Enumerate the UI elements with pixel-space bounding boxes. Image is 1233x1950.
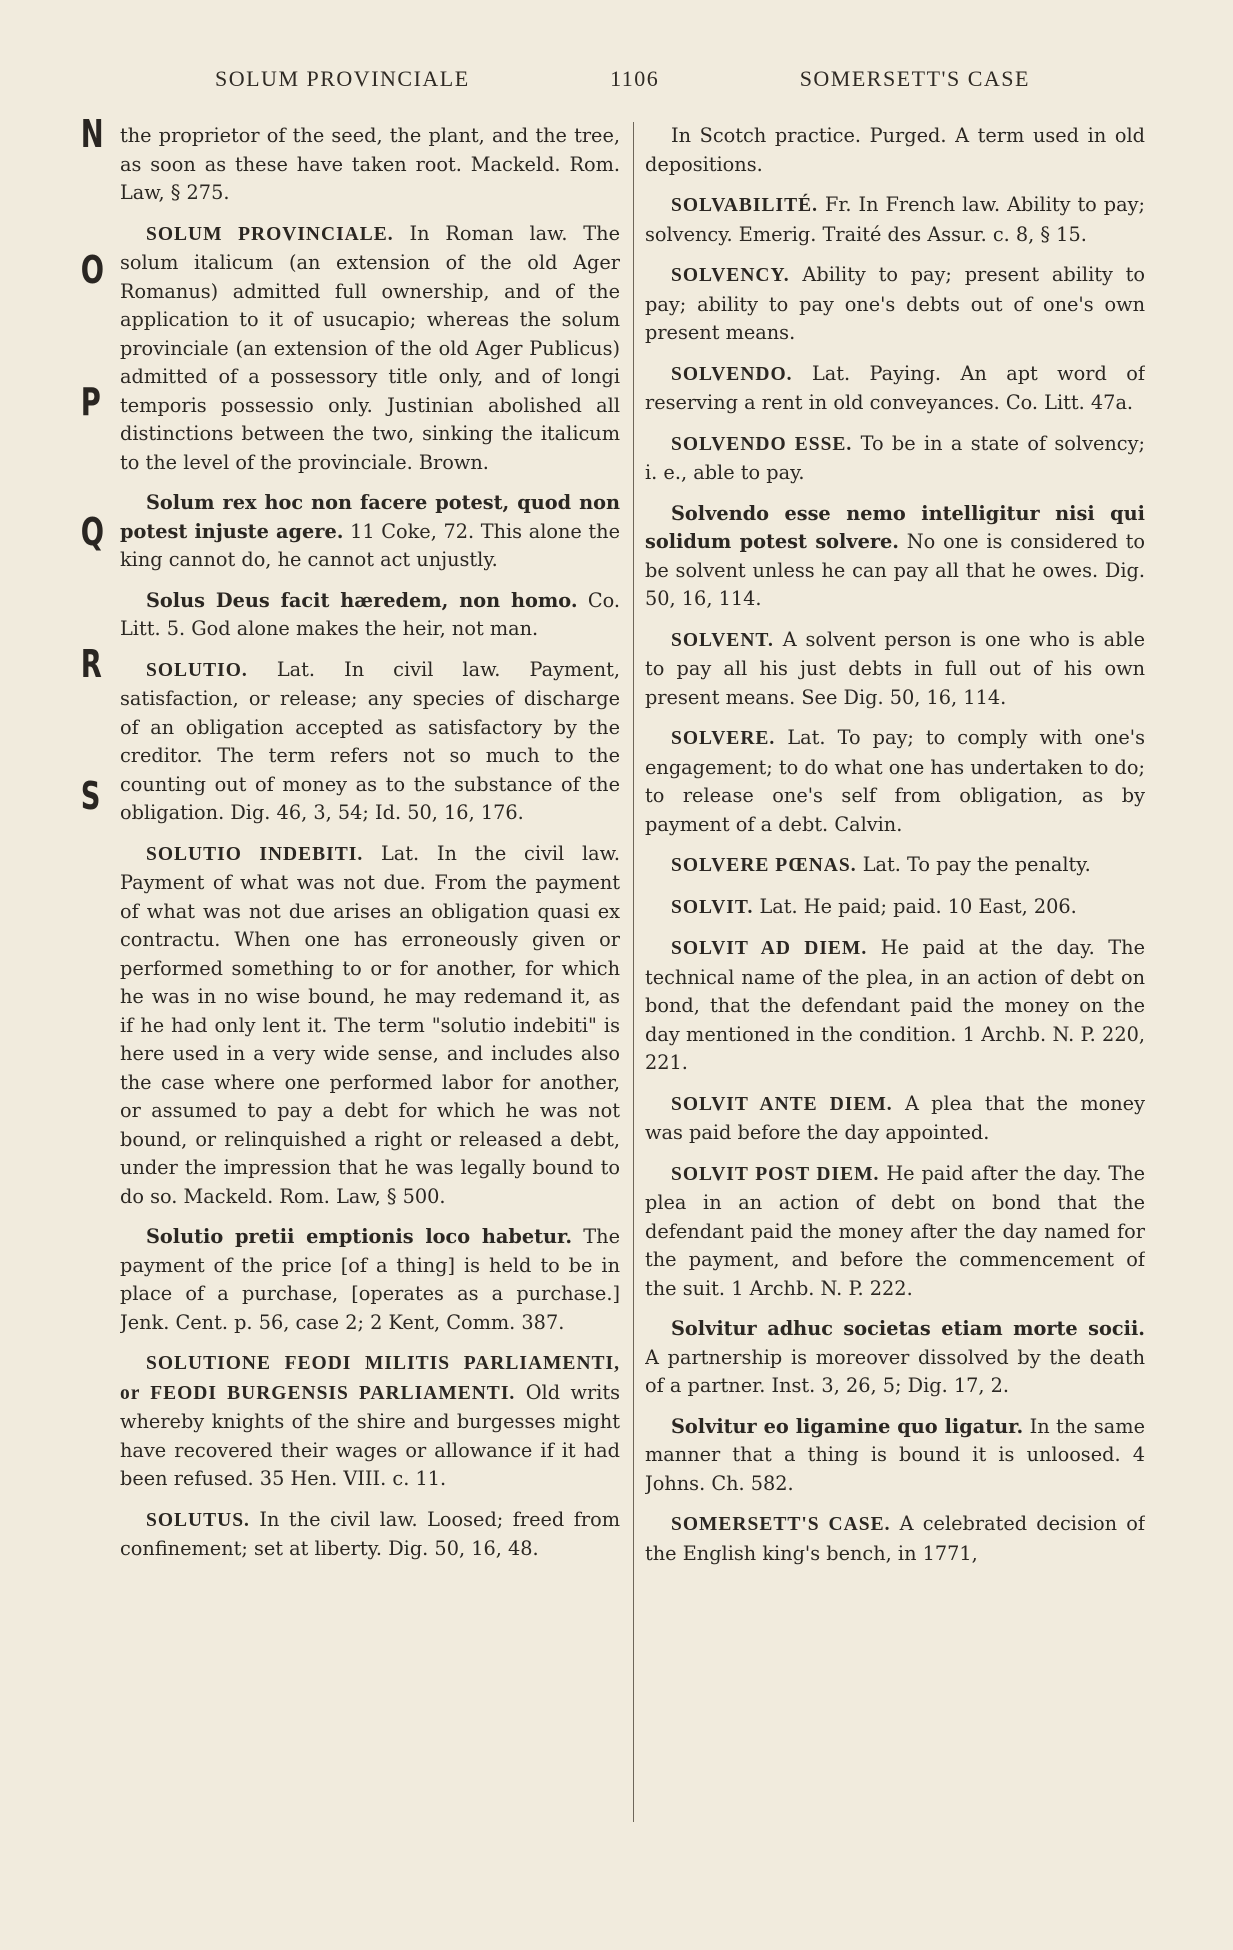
entry-solutio-indebiti: SOLUTIO INDEBITI. Lat. In the civil law. Payment of what was not due. From the payment of what was not due arises an obligation quasi ex contractu. When one has erroneously given or performed something to or for another, for which he was in no wise bound, he may redemand it, as if he had only lent it. The term "solutio indebiti" is here used in a very wide sense, and includes also the case where one performed labor for another, or assumed to pay a debt for which he was not bound, or relinquished a right or released a debt, under the impression that he was legally bound to do so. Mackeld. Rom. Law, § 500. <box>120 841 620 1208</box>
entry-continuation: the proprietor of the seed, the plant, and the tree, as soon as these have taken root. Mackeld. Rom. Law, § 275. <box>120 124 620 204</box>
running-head <box>215 66 1030 92</box>
thumb-tab-q[interactable]: Q <box>80 510 105 554</box>
entry-maxim-solum-rex: Solum rex hoc non facere potest, quod non potest injuste agere. 11 Coke, 72. This alone the king cannot do, he cannot act unjustly. <box>120 491 620 571</box>
entry-solvit: SOLVIT. Lat. He paid; paid. 10 East, 206. <box>671 894 1077 918</box>
entry-maxim-solus-deus: Solus Deus facit hæredem, non homo. Co. Litt. 5. God alone makes the heir, not man. <box>120 588 620 640</box>
entry-solvent: SOLVENT. A solvent person is one who is able to pay all his just debts in full out of his own present means. See Dig. 50, 16, 114. <box>645 627 1145 709</box>
entry-solvendo-esse: SOLVENDO ESSE. To be in a state of solvency; i. e., able to pay. <box>645 431 1145 484</box>
thumb-tab-p[interactable]: P <box>80 380 101 424</box>
entry-solvit-post-diem: SOLVIT POST DIEM. He paid after the day. The plea in an action of debt on bond that the defendant paid the money after the day named for the payment, and before the commencement of the suit. 1 Archb. N. P. 222. <box>645 1161 1145 1300</box>
entry-solvendo: SOLVENDO. Lat. Paying. An apt word of reserving a rent in old conveyances. Co. Litt. 47a. <box>645 361 1145 414</box>
entry-solvere: SOLVERE. Lat. To pay; to comply with one's engagement; to do what one has undertaken to do; to release one's self from obligation, as by payment of a debt. Calvin. <box>645 726 1145 836</box>
entry-solutus: SOLUTUS. In the civil law. Loosed; freed from confinement; set at liberty. Dig. 50, 16, 48. <box>120 1507 620 1560</box>
entry-solum-provinciale: SOLUM PROVINCIALE. In Roman law. The solum italicum (an extension of the old Ager Romanus) admitted full ownership, and of the application to it of usucapio; whereas the solum provinciale (an extension of the old Ager Publicus) admitted of a possessory title only, and of longi temporis possessio only. Justinian abolished all distinctions between the two, sinking the italicum to the level of the provinciale. Brown. <box>120 221 620 474</box>
entry-solvere-poenas: SOLVERE PŒNAS. Lat. To pay the penalty. <box>671 853 1091 876</box>
thumb-tab-n[interactable]: N <box>80 112 104 156</box>
entry-somersetts-case: SOMERSETT'S CASE. A celebrated decision of the English king's bench, in 1771, <box>645 1512 1145 1565</box>
thumb-tab-r[interactable]: R <box>80 642 102 686</box>
entry-solutio: SOLUTIO. Lat. In civil law. Payment, satisfaction, or release; any species of discharge of an obligation accepted as satisfactory by the creditor. The term refers not so much to the counting out of money as to the substance of the obligation. Dig. 46, 3, 54; Id. 50, 16, 176. <box>120 657 620 824</box>
left-column <box>120 122 620 1822</box>
header-right-term: SOMERSETT'S CASE <box>799 66 1030 91</box>
entry-solvit-ad-diem: SOLVIT AD DIEM. He paid at the day. The technical name of the plea, in an action of debt on bond, that the defendant paid the money on the day mentioned in the condition. 1 Archb. N. P. 220, 221. <box>645 936 1145 1074</box>
entry-maxim-solvitur-adhuc: Solvitur adhuc societas etiam morte socii. A partnership is moreover dissolved by the death of a partner. Inst. 3, 26, 5; Dig. 17, 2. <box>645 1317 1145 1397</box>
page-number: 1106 <box>610 66 660 91</box>
header-left-term: SOLUM PROVINCIALE <box>215 66 470 91</box>
entry-continuation-right: In Scotch practice. Purged. A term used in old depositions. <box>645 124 1145 176</box>
entry-solvabilite: SOLVABILITÉ. Fr. In French law. Ability to pay; solvency. Emerig. Traité des Assur. c. 8, § 15. <box>645 193 1145 246</box>
thumb-tab-s[interactable]: S <box>80 774 101 818</box>
entry-maxim-solvitur-eo: Solvitur eo ligamine quo ligatur. In the same manner that a thing is bound it is unloosed. 4 Johns. Ch. 582. <box>645 1414 1145 1495</box>
entry-maxim-solvendo-esse-nemo: Solvendo esse nemo intelligitur nisi qui solidum potest solvere. No one is considered to be solvent unless he can pay all that he owes. Dig. 50, 16, 114. <box>645 501 1145 610</box>
entry-solvency: SOLVENCY. Ability to pay; present ability to pay; ability to pay one's debts out of one's own present means. <box>645 263 1145 344</box>
entry-solutione-feodi: SOLUTIONE FEODI MILITIS PARLIAMENTI, or FEODI BURGENSIS PARLIAMENTI. Old writs whereby knights of the shire and burgesses might have recovered their wages or allowance if it had been refused. 35 Hen. VIII. c. 11. <box>120 1353 620 1490</box>
thumb-tab-o[interactable]: O <box>80 248 105 292</box>
entry-solvit-ante-diem: SOLVIT ANTE DIEM. A plea that the money was paid before the day appointed. <box>645 1091 1145 1144</box>
right-column <box>645 122 1145 1822</box>
entry-maxim-solutio-pretii: Solutio pretii emptionis loco habetur. The payment of the price [of a thing] is held to be in place of a purchase, [operates as a purchase.] Jenk. Cent. p. 56, case 2; 2 Kent, Comm. 387. <box>120 1225 620 1334</box>
thumb-index <box>70 112 110 852</box>
column-divider <box>633 122 634 1822</box>
